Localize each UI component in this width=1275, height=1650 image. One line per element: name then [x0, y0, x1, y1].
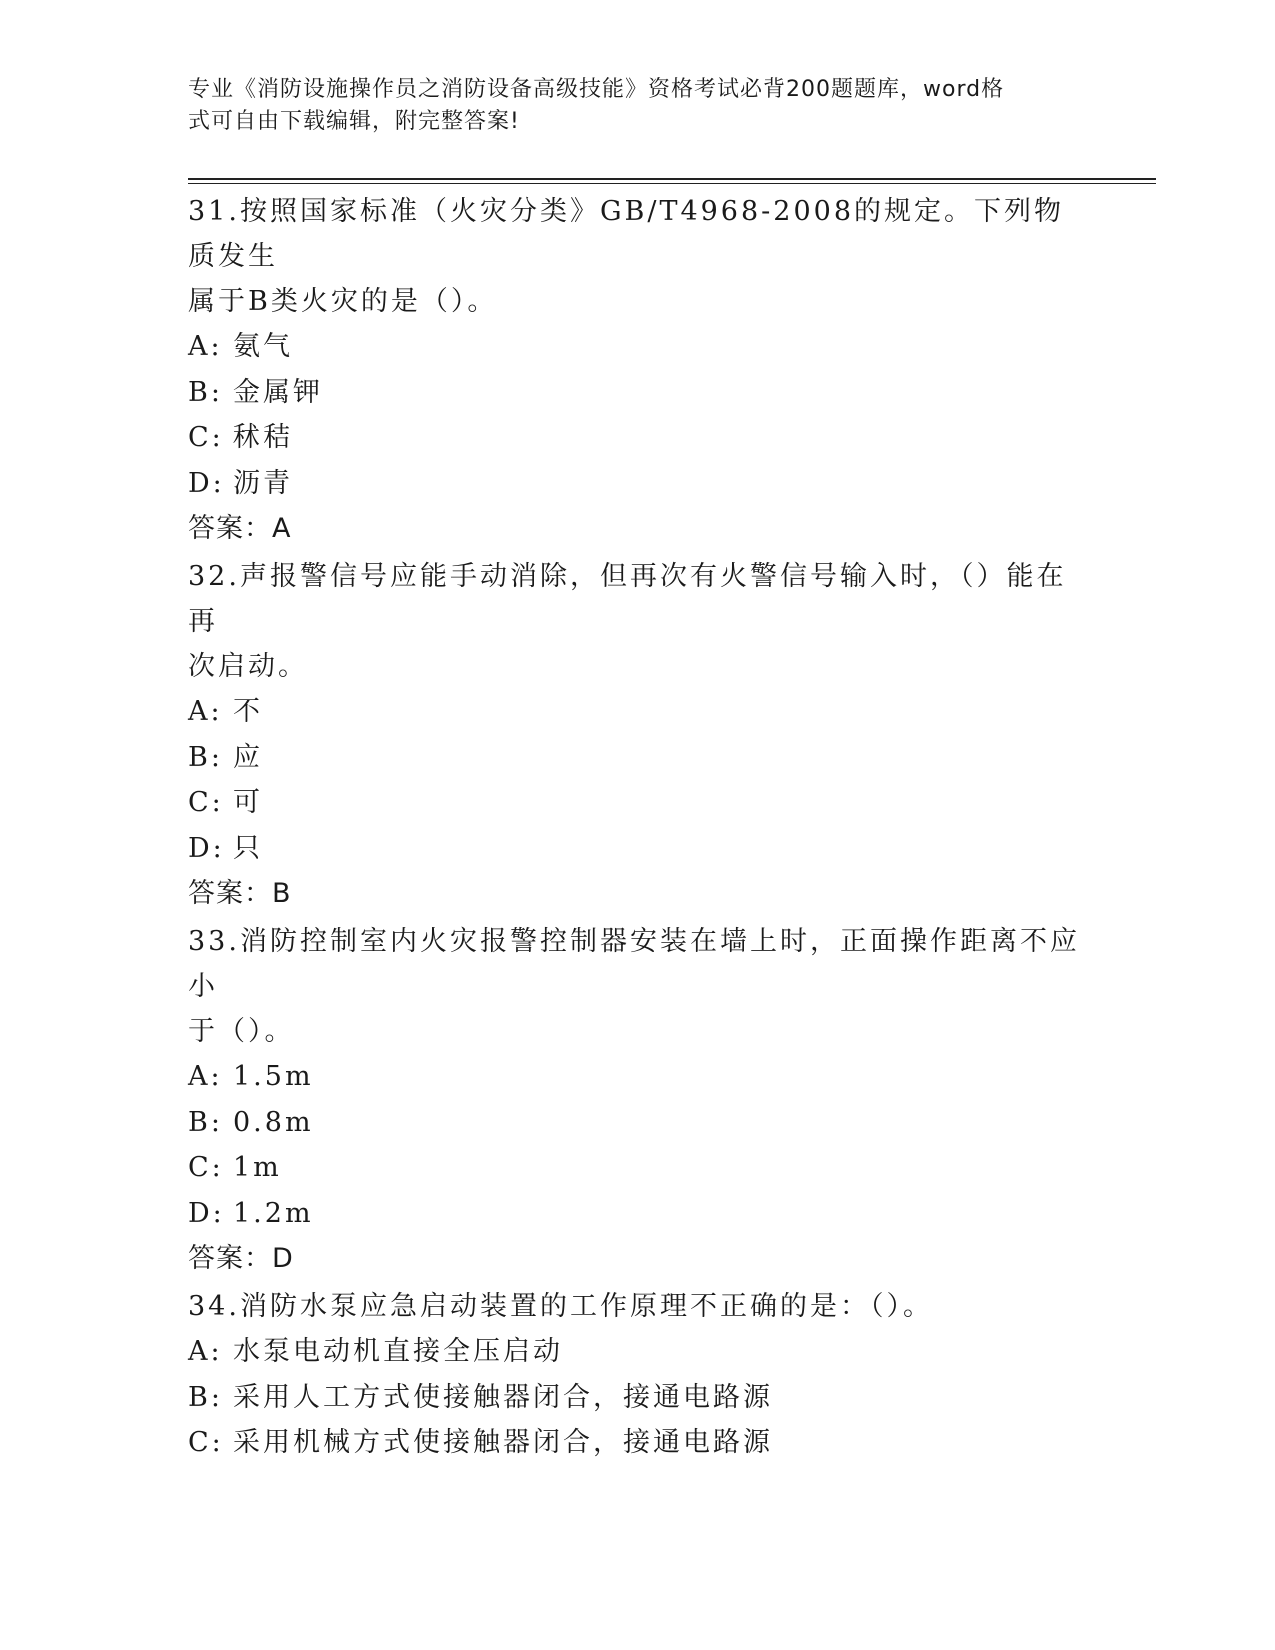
option-key: C:: [188, 422, 224, 453]
option-c: [188, 1145, 1088, 1191]
option-d: [188, 461, 1088, 507]
option-text: 不: [233, 696, 263, 727]
option-text: 0.8m: [233, 1106, 314, 1138]
option-key: B:: [188, 376, 223, 408]
option-a: [188, 1329, 1088, 1375]
document-header: [188, 74, 1068, 138]
option-text: 1m: [233, 1152, 282, 1183]
option-a: [188, 1054, 1088, 1100]
option-text: 应: [233, 741, 263, 773]
option-key: A:: [188, 1061, 223, 1092]
question-33: [188, 919, 1088, 1281]
option-text: 1.2m: [233, 1197, 314, 1229]
option-text: 金属钾: [233, 376, 323, 408]
answer-value: D: [272, 1243, 294, 1274]
question-text-line: 31.按照国家标准（火灾分类》GB/T4968-2008的规定。下列物质发生: [188, 196, 1065, 272]
question-34: [188, 1284, 1088, 1466]
header-line-2: 式可自由下载编辑，附完整答案!: [188, 109, 520, 134]
option-b: [188, 1375, 1088, 1421]
option-text: 采用机械方式使接触器闭合，接通电路源: [233, 1427, 773, 1458]
option-b: [188, 370, 1088, 416]
question-text-line: 于（）。: [188, 1016, 295, 1047]
option-a: [188, 324, 1088, 370]
answer-label: 答案：: [188, 1243, 272, 1274]
option-text: 秫秸: [233, 422, 293, 453]
option-key: C:: [188, 787, 224, 818]
option-b: [188, 735, 1088, 781]
option-key: A:: [188, 1336, 223, 1367]
option-key: A:: [188, 331, 223, 362]
question-text-line: 次启动。: [188, 651, 308, 682]
option-d: [188, 826, 1088, 872]
question-text-line: 33.消防控制室内火灾报警控制器安装在墙上时，正面操作距离不应小: [188, 926, 1080, 1002]
option-c: [188, 1420, 1088, 1466]
option-key: B:: [188, 741, 223, 773]
option-key: B:: [188, 1106, 223, 1138]
answer-value: A: [272, 513, 292, 544]
question-text-line: 32.声报警信号应能手动消除，但再次有火警信号输入时，（）能在再: [188, 561, 1067, 637]
option-key: D:: [188, 467, 225, 499]
option-key: A:: [188, 696, 223, 727]
answer-line: [188, 871, 1088, 916]
option-text: 可: [233, 787, 263, 818]
option-d: [188, 1191, 1088, 1237]
option-text: 1.5m: [233, 1061, 314, 1092]
option-b: [188, 1100, 1088, 1146]
question-31: [188, 189, 1088, 551]
question-text-line: 34.消防水泵应急启动装置的工作原理不正确的是：（）。: [188, 1291, 933, 1322]
option-c: [188, 415, 1088, 461]
option-text: 水泵电动机直接全压启动: [233, 1336, 563, 1367]
option-key: C:: [188, 1152, 224, 1183]
header-line-1: 专业《消防设施操作员之消防设备高级技能》资格考试必背200题题库，word格: [188, 77, 1005, 102]
option-key: C:: [188, 1427, 224, 1458]
header-divider-thick: [188, 178, 1156, 180]
option-key: D:: [188, 832, 225, 864]
answer-label: 答案：: [188, 878, 272, 909]
question-text-line: 属于B类火灾的是（）。: [188, 286, 498, 317]
option-text: 采用人工方式使接触器闭合，接通电路源: [233, 1381, 773, 1413]
option-text: 只: [233, 832, 263, 864]
option-key: B:: [188, 1381, 223, 1413]
answer-label: 答案：: [188, 513, 272, 544]
option-key: D:: [188, 1197, 225, 1229]
answer-value: B: [272, 878, 292, 909]
question-32: [188, 554, 1088, 916]
answer-line: [188, 1236, 1088, 1281]
option-a: [188, 689, 1088, 735]
answer-line: [188, 506, 1088, 551]
option-text: 沥青: [233, 467, 293, 499]
header-divider-thin: [188, 183, 1156, 184]
option-text: 氨气: [233, 331, 293, 362]
option-c: [188, 780, 1088, 826]
